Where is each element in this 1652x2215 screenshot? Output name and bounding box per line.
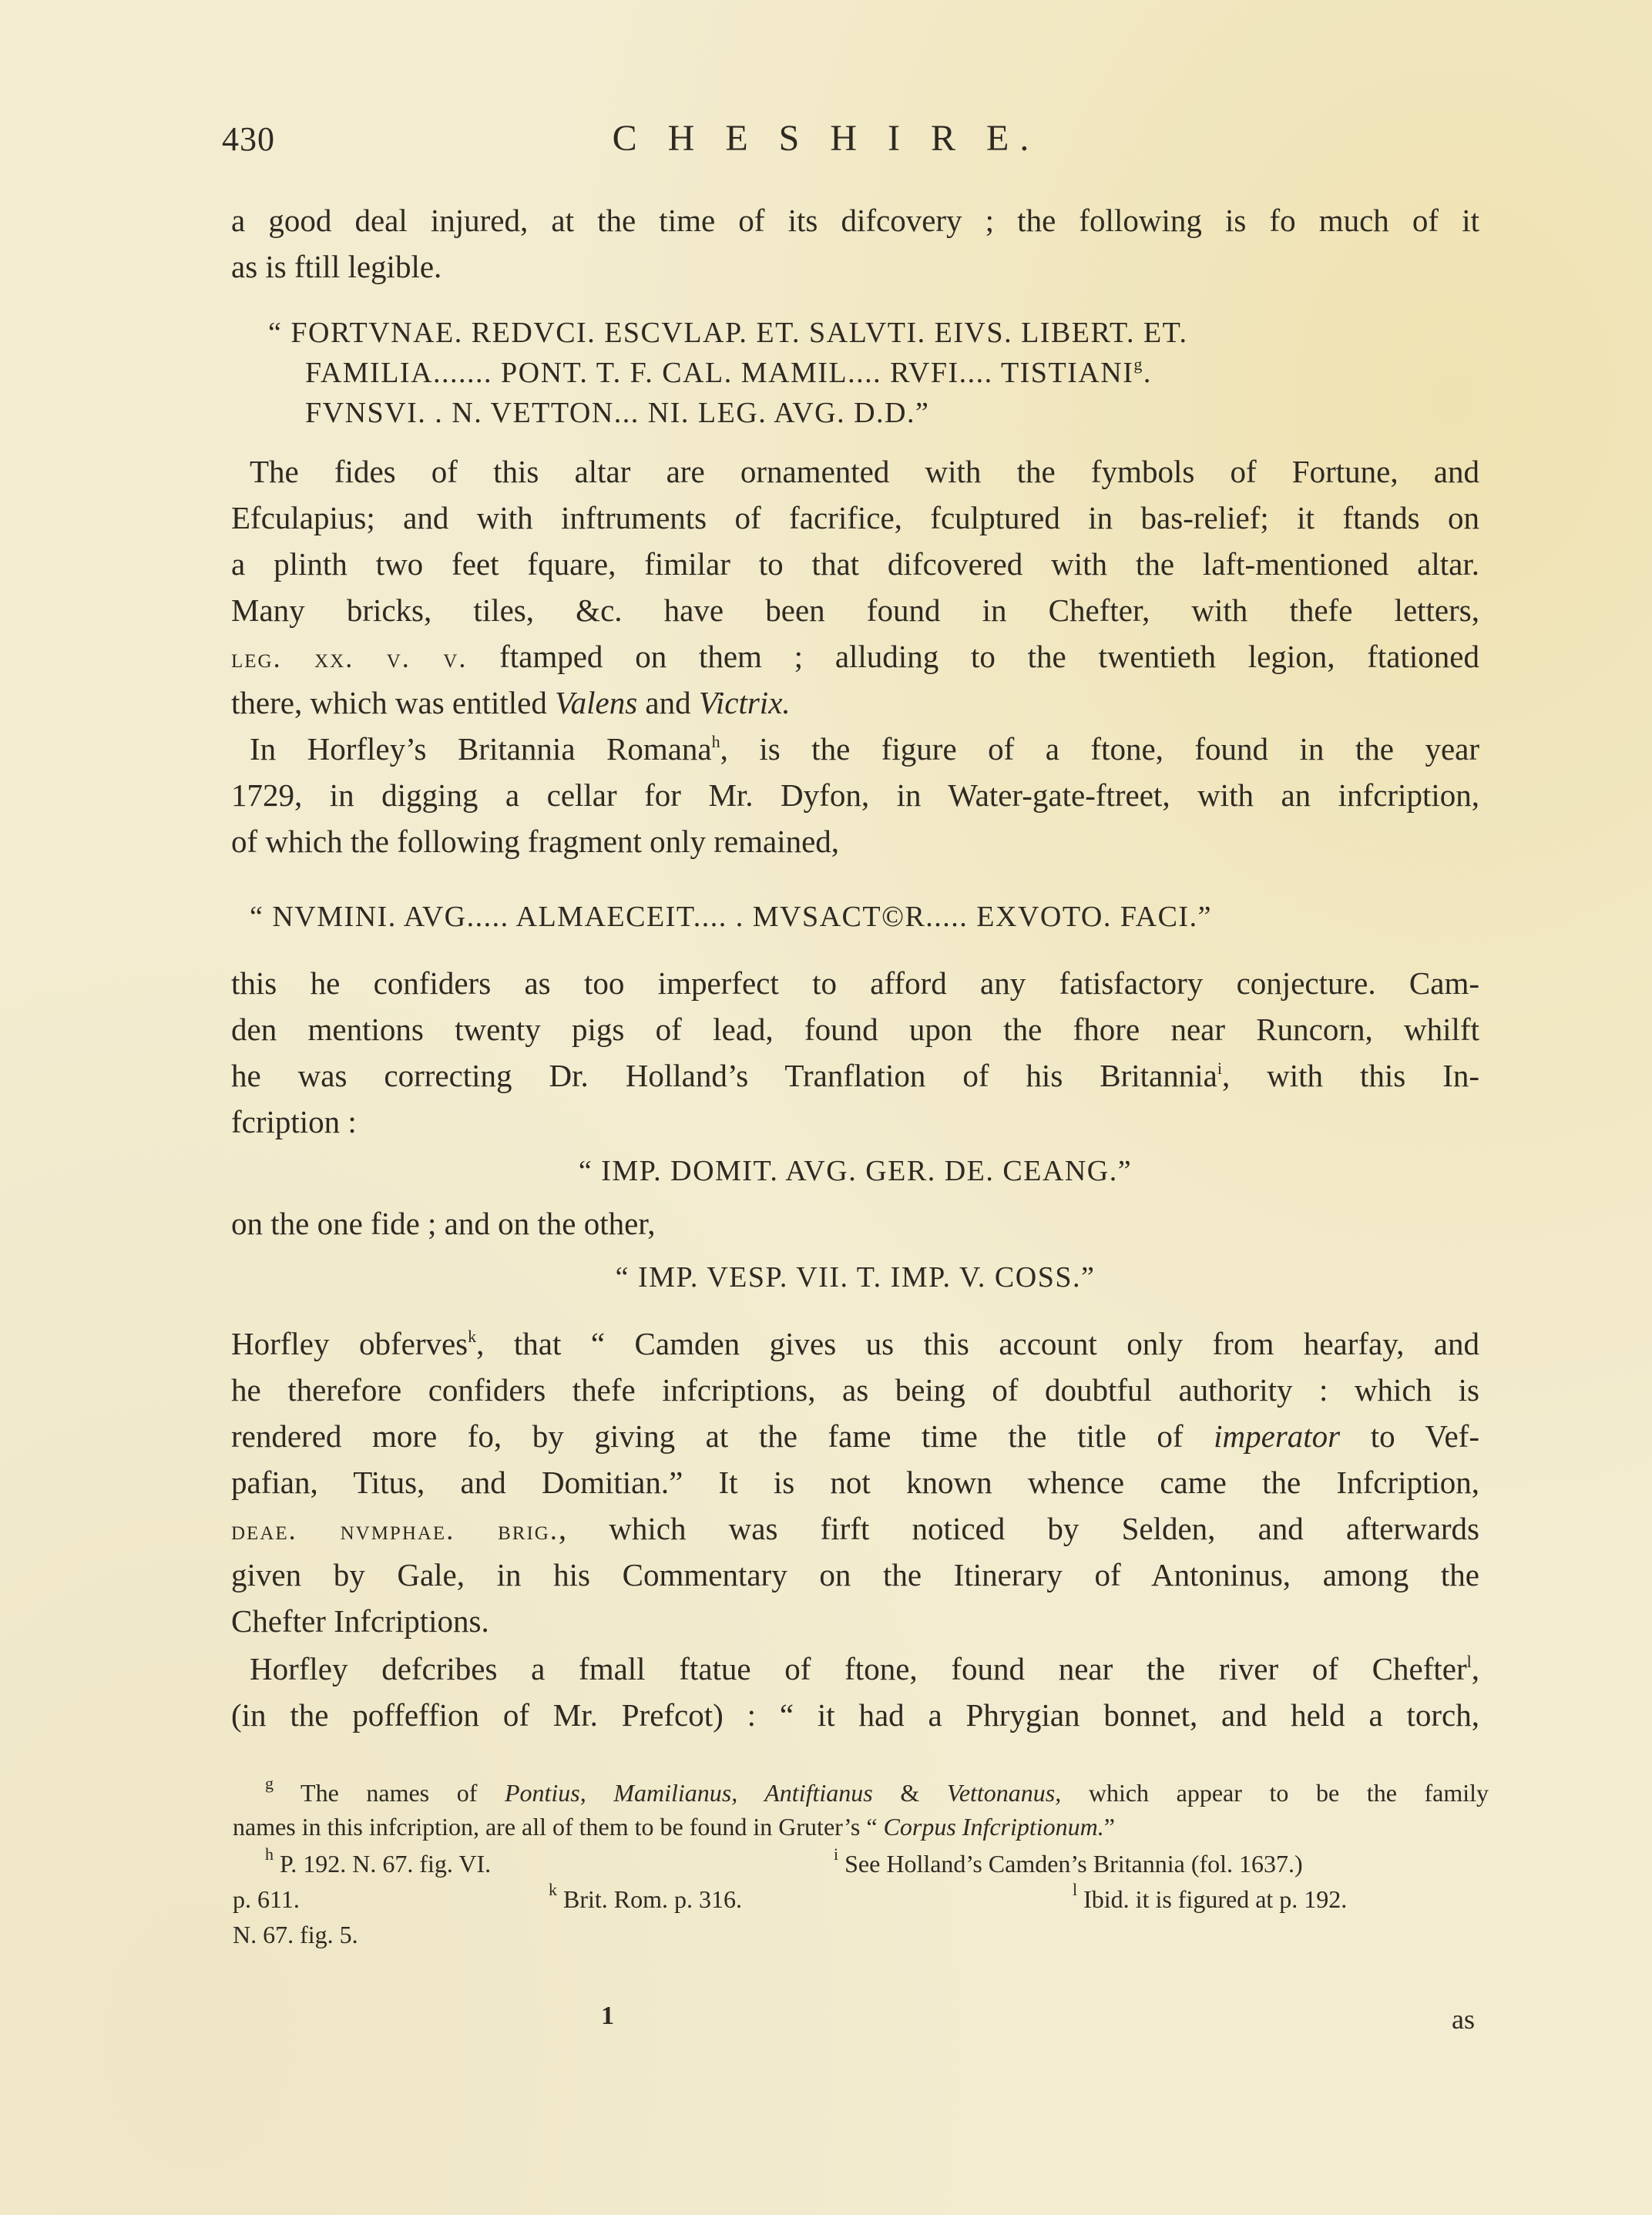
footnote-l: $^l$ Ibid. it is figured at p. 192.: [1073, 1880, 1348, 1913]
footnote-l-continued: N. 67. fig. 5.: [233, 1921, 358, 1948]
inscription-line: FAMILIA....... PONT. T. F. CAL. MAMIL.... RVFI.... TISTIANI$^g$.: [305, 354, 1152, 389]
text-line: Chefter Infcriptions.: [231, 1603, 489, 1639]
inscription-line: FVNSVI. . N. VETTON... NI. LEG. AVG. D.D.”: [305, 397, 930, 429]
text-line: on the one fide ; and on the other,: [231, 1206, 656, 1241]
footnote-g-continued: names in this infcription, are all of them to be found in Gruter’s “ Corpus Infcriptionum.”: [233, 1813, 1115, 1841]
footnote-k: $^k$ Brit. Rom. p. 316.: [549, 1880, 743, 1913]
text-line: he was correcting Dr. Holland’s Tranflation of his Britannia$^i$, with this In-: [231, 1058, 1479, 1093]
text-line: In Horfley’s Britannia Romana$^h$, is the figure of a ftone, found in the year: [250, 731, 1479, 767]
text-line: there, which was entitled Valens and Victrix.: [231, 685, 791, 720]
signature-mark: 1: [601, 2002, 614, 2030]
footnote-g: $^g$ The names of Pontius, Mamilianus, Antiftianus & Vettonanus, which appear to be the family: [265, 1774, 1489, 1807]
text-line: leg. xx. v. v. ftamped on them ; alluding to the twentieth legion, ftationed: [231, 639, 1479, 674]
text-line: Horfley obferves$^k$, that “ Camden gives us this account only from hearfay, and: [231, 1326, 1479, 1361]
footnote-h: $^h$ P. 192. N. 67. fig. VI.: [265, 1844, 492, 1878]
text-line: fcription :: [231, 1104, 357, 1139]
text-line: Many bricks, tiles, &c. have been found in Chefter, with thefe letters,: [231, 592, 1479, 628]
text-line: (in the poffeffion of Mr. Prefcot) : “ it had a Phrygian bonnet, and held a torch,: [231, 1697, 1479, 1733]
text-line: of which the following fragment only remained,: [231, 824, 840, 859]
text-line: a plinth two feet fquare, fimilar to that difcovered with the laft-mentioned altar.: [231, 546, 1479, 582]
text-line: he therefore confiders thefe infcriptions, as being of doubtful authority : which is: [231, 1372, 1479, 1408]
text-line: Horfley defcribes a fmall ftatue of ftone, found near the river of Chefter$^l$,: [250, 1651, 1479, 1686]
text-line: deae. nvmphae. brig., which was firft noticed by Selden, and afterwards: [231, 1511, 1480, 1546]
text-line: this he confiders as too imperfect to afford any fatisfactory conjecture. Cam-: [231, 965, 1479, 1001]
footnote-i: $^i$ See Holland’s Camden’s Britannia (fol. 1637.): [834, 1844, 1303, 1878]
text-line: 1729, in digging a cellar for Mr. Dyfon, in Water-gate-ftreet, with an infcription,: [231, 777, 1479, 813]
text-line: pafian, Titus, and Domitian.” It is not known whence came the Infcription,: [231, 1465, 1479, 1500]
text-line: rendered more fo, by giving at the fame time the title of imperator to Vef-: [231, 1418, 1479, 1454]
running-title: C H E S H I R E.: [612, 118, 1040, 159]
text-line: a good deal injured, at the time of its difcovery ; the following is fo much of it: [231, 203, 1479, 238]
text-line: as is ftill legible.: [231, 249, 442, 284]
text-line: given by Gale, in his Commentary on the Itinerary of Antoninus, among the: [231, 1557, 1479, 1592]
catchword: as: [1452, 2004, 1475, 2035]
text-line: The fides of this altar are ornamented with the fymbols of Fortune, and: [250, 454, 1479, 489]
page-number: 430: [222, 120, 275, 158]
footnote-i-continued: p. 611.: [233, 1885, 300, 1913]
inscription-line: “ FORTVNAE. REDVCI. ESCVLAP. ET. SALVTI. EIVS. LIBERT. ET.: [268, 317, 1188, 349]
text-line: den mentions twenty pigs of lead, found upon the fhore near Runcorn, whilft: [231, 1012, 1479, 1047]
inscription-line: “ NVMINI. AVG..... ALMAECEIT.... . MVSACT©R..... EXVOTO. FACI.”: [250, 901, 1212, 933]
text-line: Efculapius; and with inftruments of facrifice, fculptured in bas-relief; it ftands on: [231, 500, 1479, 535]
inscription-line: “ IMP. VESP. VII. T. IMP. V. COSS.”: [615, 1261, 1096, 1294]
inscription-line: “ IMP. DOMIT. AVG. GER. DE. CEANG.”: [578, 1155, 1133, 1187]
